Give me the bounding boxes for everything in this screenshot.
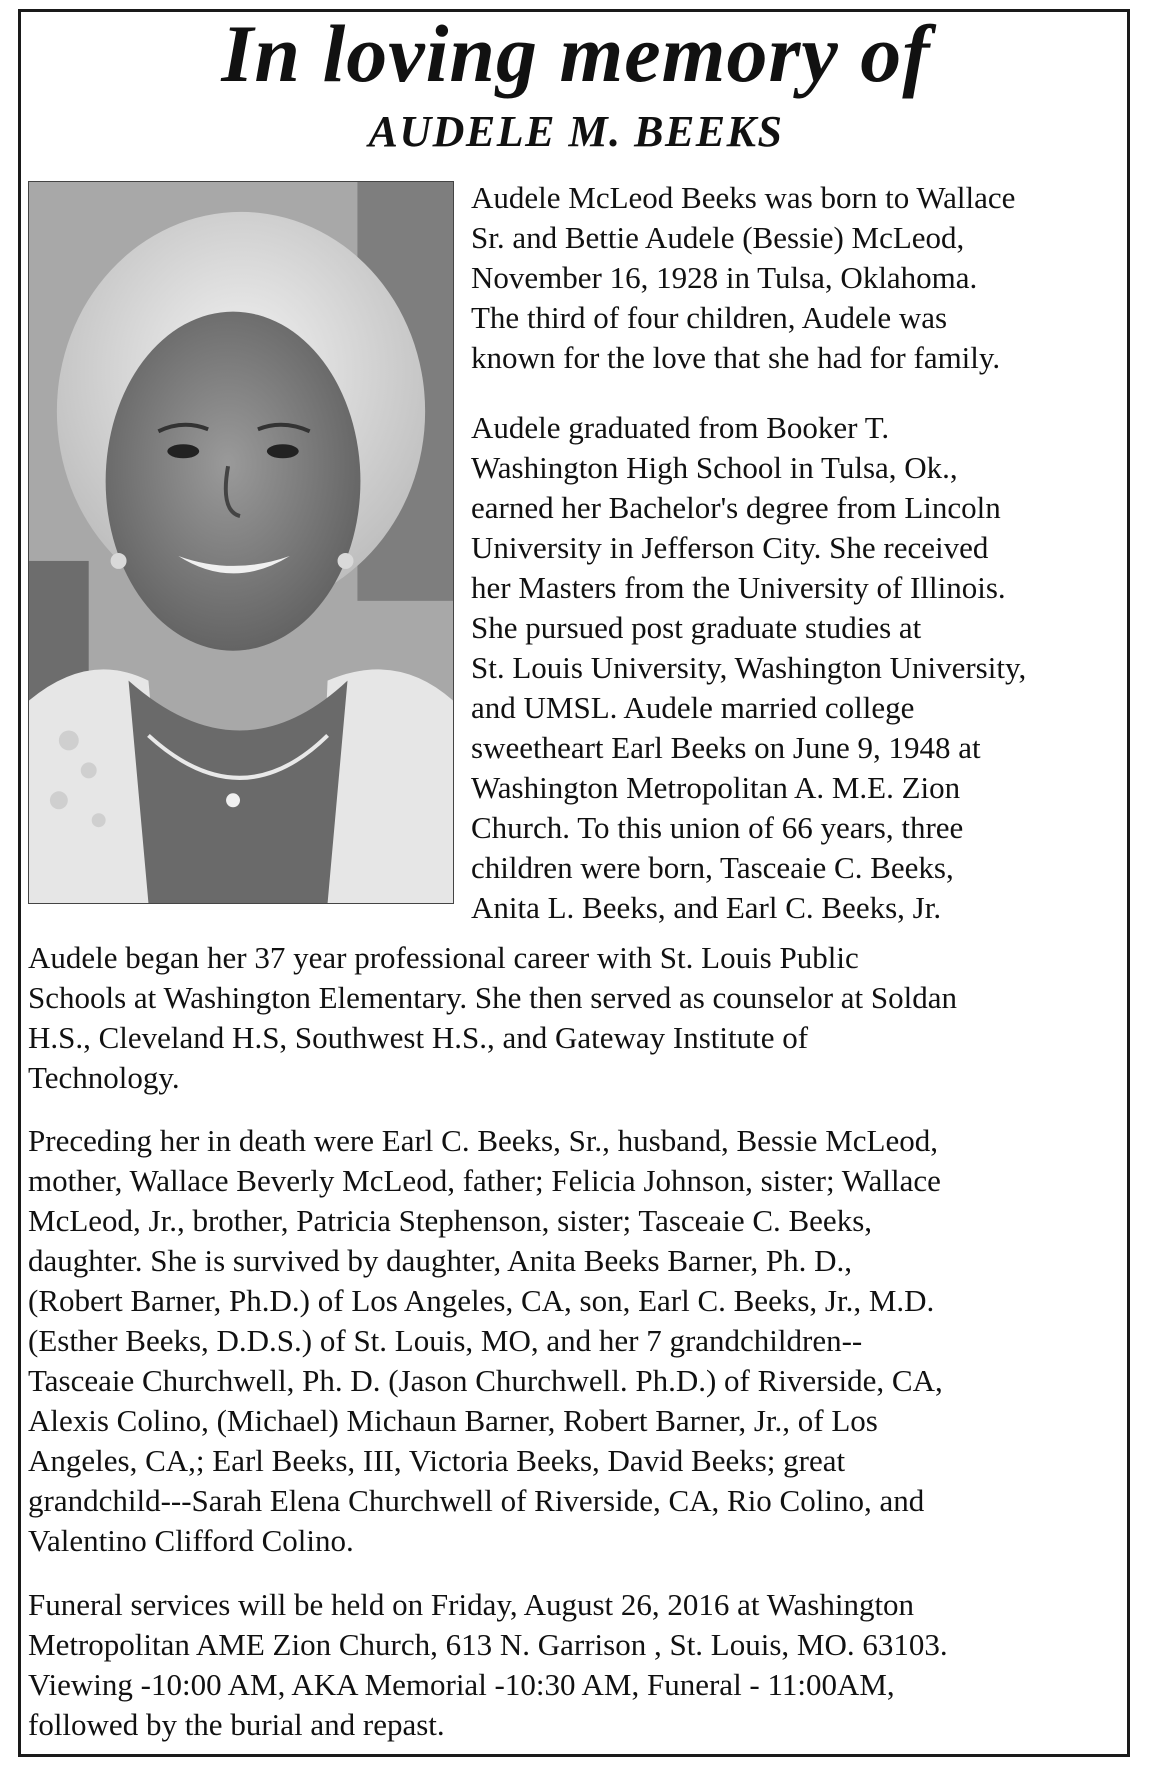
text-line: daughter. She is survived by daughter, Anita Beeks Barner, Ph. D., [28, 1243, 853, 1278]
text-line: children were born, Tasceaie C. Beeks, [471, 850, 954, 885]
text-line: Sr. and Bettie Audele (Bessie) McLeod, [471, 220, 965, 255]
text-line: She pursued post graduate studies at [471, 610, 922, 645]
text-line: and UMSL. Audele married college [471, 690, 915, 725]
deceased-name: AUDELE M. BEEKS [368, 107, 784, 156]
text-line: grandchild---Sarah Elena Churchwell of Riverside, CA, Rio Colino, and [28, 1483, 925, 1518]
text-line: Anita L. Beeks, and Earl C. Beeks, Jr. [471, 890, 942, 925]
text-line: Tasceaie Churchwell, Ph. D. (Jason Churchwell. Ph.D.) of Riverside, CA, [28, 1363, 943, 1398]
text-line: University in Jefferson City. She received [471, 530, 989, 565]
text-line: known for the love that she had for family. [471, 340, 1001, 375]
text-line: Audele McLeod Beeks was born to Wallace [471, 180, 1016, 215]
text-line: mother, Wallace Beverly McLeod, father; Felicia Johnson, sister; Wallace [28, 1163, 941, 1198]
text-line: (Esther Beeks, D.D.S.) of St. Louis, MO, and her 7 grandchildren-- [28, 1323, 863, 1358]
text-line: November 16, 1928 in Tulsa, Oklahoma. [471, 260, 978, 295]
text-line: Preceding her in death were Earl C. Beeks, Sr., husband, Bessie McLeod, [28, 1123, 938, 1158]
text-line: (Robert Barner, Ph.D.) of Los Angeles, CA, son, Earl C. Beeks, Jr., M.D. [28, 1283, 935, 1318]
portrait-photo [28, 181, 454, 904]
text-line: Alexis Colino, (Michael) Michaun Barner, Robert Barner, Jr., of Los [28, 1403, 878, 1438]
text-line: Technology. [28, 1060, 180, 1095]
text-line: St. Louis University, Washington University, [471, 650, 1027, 685]
text-line: Church. To this union of 66 years, three [471, 810, 964, 845]
text-line: Viewing -10:00 AM, AKA Memorial -10:30 AM, Funeral - 11:00AM, [28, 1667, 895, 1702]
text-line: The third of four children, Audele was [471, 300, 948, 335]
text-line: McLeod, Jr., brother, Patricia Stephenson, sister; Tasceaie C. Beeks, [28, 1203, 873, 1238]
text-line: H.S., Cleveland H.S, Southwest H.S., and Gateway Institute of [28, 1020, 809, 1055]
memorial-title: In loving memory of [221, 8, 931, 99]
text-line: Audele began her 37 year professional career with St. Louis Public [28, 940, 859, 975]
funeral-paragraph [28, 1585, 948, 1745]
text-line: earned her Bachelor's degree from Lincoln [471, 490, 1001, 525]
portrait-photo-icon [29, 182, 453, 903]
career-paragraph [28, 938, 957, 1098]
text-line: followed by the burial and repast. [28, 1707, 445, 1742]
text-line: Audele graduated from Booker T. [471, 410, 890, 445]
text-line: Washington High School in Tulsa, Ok., [471, 450, 958, 485]
text-line: Angeles, CA,; Earl Beeks, III, Victoria Beeks, David Beeks; great [28, 1443, 846, 1478]
birth-paragraph [471, 178, 1015, 378]
text-line: her Masters from the University of Illinois. [471, 570, 1006, 605]
text-line: Metropolitan AME Zion Church, 613 N. Garrison , St. Louis, MO. 63103. [28, 1627, 948, 1662]
text-line: Valentino Clifford Colino. [28, 1523, 354, 1558]
text-line: sweetheart Earl Beeks on June 9, 1948 at [471, 730, 981, 765]
text-line: Washington Metropolitan A. M.E. Zion [471, 770, 961, 805]
education-paragraph [471, 408, 1026, 928]
text-line: Schools at Washington Elementary. She then served as counselor at Soldan [28, 980, 958, 1015]
family-paragraph [28, 1121, 943, 1561]
text-line: Funeral services will be held on Friday, August 26, 2016 at Washington [28, 1587, 915, 1622]
